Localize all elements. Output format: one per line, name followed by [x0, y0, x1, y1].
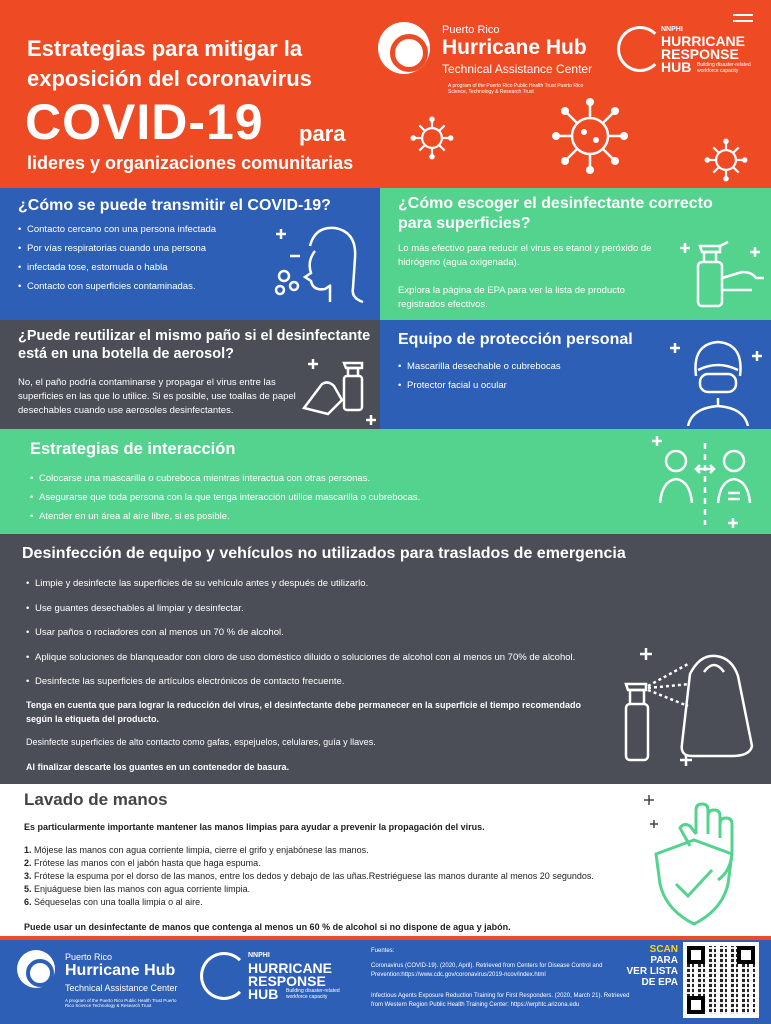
list-item: • Colocarse una mascarilla o cubreboca mientras interactua con otras personas. — [30, 469, 590, 488]
disinfectant-section — [380, 188, 771, 320]
vehicle-note-end: Al finalizar descarte los guantes en un contenedor de basura. — [26, 762, 290, 772]
page-subtitle: lideres y organizaciones comunitarias — [27, 153, 354, 173]
list-item: • Desinfecte las superficies de artículos electrónicos de contacto frecuente. — [26, 670, 596, 695]
sources-label: Fuentes: — [371, 948, 395, 954]
ver-lista-text: VER LISTA — [626, 966, 678, 977]
reuse-cloth-section — [0, 320, 380, 429]
footer-tac-text: Technical Assistance Center — [65, 983, 178, 993]
list-item: 2. Frótese las manos con el jabón hasta que haga espuma. — [24, 858, 261, 868]
footer-hurricane-response-hub-logo[interactable] — [200, 952, 360, 1012]
ppe-list — [398, 357, 648, 395]
transmission-section — [0, 188, 380, 320]
list-item: • Atender en un área al aire libre, si es posible. — [30, 507, 590, 526]
wiping-hand-spray-icon — [300, 354, 378, 428]
footer — [0, 936, 771, 1024]
spray-bottle-hand-icon — [676, 228, 766, 318]
virus-icon-right — [704, 138, 748, 182]
qr-code[interactable] — [683, 942, 759, 1018]
page-title — [27, 34, 312, 94]
footer-pr-text: Puerto Rico — [65, 952, 113, 962]
list-item: 3. Frótese la espuma por el dorso de las manos, entre los dedos y debajo de las uñas.Restriéguese las manos durante al menos 20 segundos. — [24, 871, 594, 881]
hurricane-swirl-icon — [200, 952, 248, 1000]
list-item: • Use guantes desechables al limpiar y desinfectar. — [26, 597, 596, 622]
para-word: PARA — [650, 955, 678, 966]
list-item: 6. Séqueselas con una toalla limpia o al aire. — [24, 897, 203, 907]
vehicle-list — [26, 572, 596, 695]
clean-hand-check-icon — [640, 794, 760, 926]
masked-person-icon — [666, 330, 766, 426]
source-wrphtc[interactable]: Infectious Agents Exposure Reduction Training for First Responders. (2020, March 21). Retrieved from Western Region Public Health Training Center: https://wrphtc.arizona.edu — [371, 993, 630, 1008]
handwash-title: Lavado de manos — [24, 790, 168, 809]
menu-lines-icon — [733, 14, 753, 26]
footer-nnphi: NNPHI — [248, 952, 270, 959]
list-item: • Asegurarse que toda persona con la que tenga interacción utilice mascarilla o cubrebocas. — [30, 488, 590, 507]
title-line-2: exposición del coronavirus — [27, 66, 312, 91]
logo-pr-text: Puerto Rico — [442, 24, 500, 36]
hurricane-swirl-icon — [617, 26, 663, 72]
hurricane-hub-logo[interactable] — [378, 22, 608, 82]
disinfectant-title — [398, 194, 713, 234]
list-item: • infectada tose, estornuda o habla — [18, 258, 268, 277]
footer-hr-line-3: HUB — [248, 986, 279, 1002]
hurricane-response-hub-logo[interactable] — [617, 26, 757, 76]
spray-bag-icon — [610, 644, 760, 774]
interaction-title: Estrategias de interacción — [30, 440, 236, 458]
vehicle-note: Desinfecte superficies de alto contacto como gafas, espejuelos, celulares, guía y llaves. — [26, 737, 376, 747]
list-item: • Limpie y desinfecte las superficies de su vehículo antes y después de utilizarlo. — [26, 572, 596, 597]
hurricane-hub-icon — [17, 950, 55, 988]
sneezing-person-icon — [270, 216, 370, 312]
vehicle-title: Desinfección de equipo y vehículos no utilizados para traslados de emergencia — [22, 545, 626, 562]
virus-icon-small — [410, 116, 454, 160]
hr-tagline: Building disaster-related workforce capacity — [697, 62, 751, 74]
hurricane-hub-icon — [378, 22, 430, 74]
reuse-paragraph: No, el paño podría contaminarse y propagar el virus entre las superficies en las que lo utilice. Si es posible, use toallas de papel desechables cuando use aerosoles desinfectantes. — [18, 377, 296, 416]
logo-name-text: Hurricane Hub — [442, 36, 587, 59]
list-item: • Por vías respiratorias cuando una persona — [18, 239, 268, 258]
handwash-steps — [24, 844, 594, 909]
disinfectant-paragraph-1: Lo más efectivo para reducir el virus es etanol y peróxido de hidrógeno (agua oxigenada). — [398, 243, 652, 268]
vehicle-disinfection-section — [0, 534, 771, 784]
covid-heading: COVID-19 — [25, 94, 264, 150]
disinfectant-paragraph-2: Explora la página de EPA para ver la lista de producto registrados efectivos. — [398, 285, 625, 310]
interaction-list — [30, 469, 590, 526]
header-banner — [0, 0, 771, 188]
para-word: para — [299, 121, 346, 146]
title-line-1: Estrategias para mitigar la — [27, 36, 303, 61]
list-item: • Contacto con superficies contaminadas. — [18, 277, 268, 296]
partner-logos: A program of the Puerto Rico Public Health Trust Puerto Rico Science, Technology & Research Trust — [448, 83, 584, 95]
vehicle-note-bold: Tenga en cuenta que para lograr la reducción del virus, el desinfectante debe permanecer en la superficie el tiempo recomendado según la etiqueta del producto. — [26, 700, 582, 724]
footer-hr-tagline: Building disaster-related workforce capacity — [286, 988, 340, 1000]
de-epa-text: DE EPA — [641, 977, 678, 988]
footer-hurricane-hub-logo[interactable] — [17, 950, 197, 1010]
footer-hub-name: Hurricane Hub — [65, 962, 176, 979]
social-distance-icon — [650, 433, 760, 531]
disinfectant-title-2: para superficies? — [398, 215, 531, 232]
scan-word: SCAN — [649, 944, 678, 955]
footer-partners: A program of the Puerto Rico Public Health Trust Puerto Rico Science Technology & Research Trust — [65, 998, 177, 1008]
virus-icon — [550, 96, 630, 176]
disinfectant-title-1: ¿Cómo escoger el desinfectante correcto — [398, 195, 713, 212]
transmission-list — [18, 220, 268, 296]
logo-tac-text: Technical Assistance Center — [442, 62, 593, 76]
list-item: • Mascarilla desechable o cubrebocas — [398, 357, 648, 376]
source-cdc[interactable]: Coronavirus (COVID-19). (2020, April). Retrieved from Centers for Disease Control and Prevention:https://www.cdc.gov/coronavirus/2019-ncov/index.html — [371, 963, 603, 978]
list-item: • Usar paños o rociadores con al menos un 70 % de alcohol. — [26, 621, 596, 646]
handwash-intro: Es particularmente importante mantener las manos limpias para ayudar a prevenir la propagación del virus. — [24, 822, 485, 832]
handwash-section — [0, 784, 771, 934]
footer-hr-line-1: HURRICANE — [248, 960, 332, 976]
handwash-note: Puede usar un desinfectante de manos que contenga al menos un 60 % de alcohol si no dispone de agua y jabón. — [24, 922, 511, 932]
reuse-title-2: está en una botella de aerosol? — [18, 346, 234, 362]
list-item: 5. Enjuáguese bien las manos con agua corriente limpia. — [24, 884, 251, 894]
nnphi-text: NNPHI — [661, 26, 683, 33]
list-item: • Protector facial u ocular — [398, 376, 648, 395]
footer-divider — [0, 936, 771, 940]
hr-line-1: HURRICANE — [661, 33, 745, 49]
interaction-section — [0, 429, 771, 534]
hr-line-3: HUB — [661, 59, 692, 75]
ppe-section — [380, 320, 771, 429]
hr-line-2: RESPONSE — [661, 46, 739, 62]
reuse-title-1: ¿Puede reutilizar el mismo paño si el desinfectante — [18, 328, 371, 344]
list-item: • Aplique soluciones de blanqueador con cloro de uso doméstico diluido o soluciones de alcohol con al menos un 70% de alcohol. — [26, 646, 596, 671]
list-item: 1. Mójese las manos con agua corriente limpia, cierre el grifo y enjabónese las manos. — [24, 845, 369, 855]
footer-hr-line-2: RESPONSE — [248, 973, 326, 989]
transmission-title: ¿Cómo se puede transmitir el COVID-19? — [18, 197, 331, 214]
ppe-title: Equipo de protección personal — [398, 331, 633, 348]
scan-label — [620, 944, 678, 988]
list-item: • Contacto cercano con una persona infectada — [18, 220, 268, 239]
